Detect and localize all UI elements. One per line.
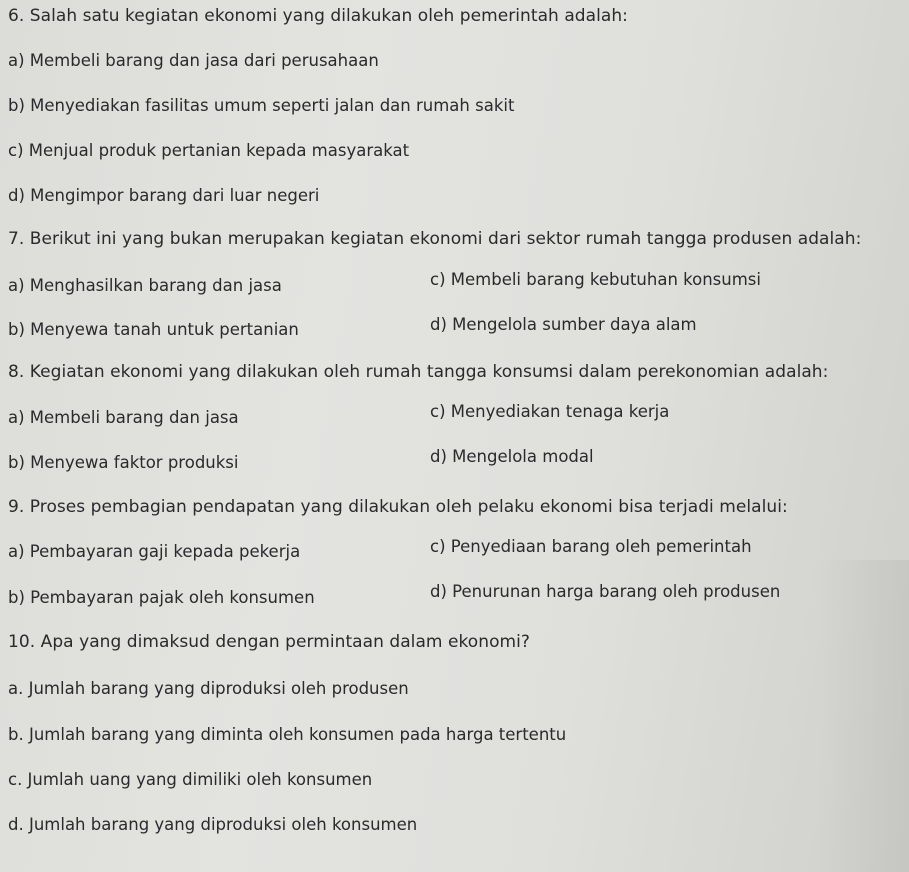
question-7-option-a: a) Menghasilkan barang dan jasa bbox=[8, 276, 282, 295]
question-10-option-d: d. Jumlah barang yang diproduksi oleh konsumen bbox=[8, 815, 418, 834]
question-7-text: 7. Berikut ini yang bukan merupakan kegiatan ekonomi dari sektor rumah tangga produsen adalah: bbox=[8, 229, 862, 249]
question-7-option-b: b) Menyewa tanah untuk pertanian bbox=[8, 320, 299, 339]
question-8-option-a: a) Membeli barang dan jasa bbox=[8, 408, 239, 427]
question-8-option-b: b) Menyewa faktor produksi bbox=[8, 453, 239, 472]
question-6-option-a: a) Membeli barang dan jasa dari perusahaan bbox=[8, 51, 379, 70]
question-9-option-a: a) Pembayaran gaji kepada pekerja bbox=[8, 542, 301, 561]
question-10-option-a: a. Jumlah barang yang diproduksi oleh produsen bbox=[8, 679, 409, 698]
question-6-option-d: d) Mengimpor barang dari luar negeri bbox=[8, 186, 320, 205]
question-10-option-c: c. Jumlah uang yang dimiliki oleh konsumen bbox=[8, 770, 373, 789]
page-shadow bbox=[819, 560, 909, 872]
question-6-text: 6. Salah satu kegiatan ekonomi yang dilakukan oleh pemerintah adalah: bbox=[8, 6, 628, 26]
question-10-option-b: b. Jumlah barang yang diminta oleh konsumen pada harga tertentu bbox=[8, 725, 567, 744]
question-10-text: 10. Apa yang dimaksud dengan permintaan dalam ekonomi? bbox=[8, 632, 530, 652]
question-6-option-c: c) Menjual produk pertanian kepada masyarakat bbox=[8, 141, 410, 160]
question-6-option-b: b) Menyediakan fasilitas umum seperti jalan dan rumah sakit bbox=[8, 96, 515, 115]
question-8-option-d: d) Mengelola modal bbox=[430, 447, 594, 466]
question-9-option-d: d) Penurunan harga barang oleh produsen bbox=[430, 582, 781, 601]
question-9-text: 9. Proses pembagian pendapatan yang dilakukan oleh pelaku ekonomi bisa terjadi melalui: bbox=[8, 497, 788, 517]
question-8-text: 8. Kegiatan ekonomi yang dilakukan oleh rumah tangga konsumsi dalam perekonomian adalah: bbox=[8, 362, 829, 382]
question-9-option-b: b) Pembayaran pajak oleh konsumen bbox=[8, 588, 315, 607]
question-9-option-c: c) Penyediaan barang oleh pemerintah bbox=[430, 537, 752, 556]
question-8-option-c: c) Menyediakan tenaga kerja bbox=[430, 402, 670, 421]
question-7-option-c: c) Membeli barang kebutuhan konsumsi bbox=[430, 270, 761, 289]
question-7-option-d: d) Mengelola sumber daya alam bbox=[430, 315, 697, 334]
